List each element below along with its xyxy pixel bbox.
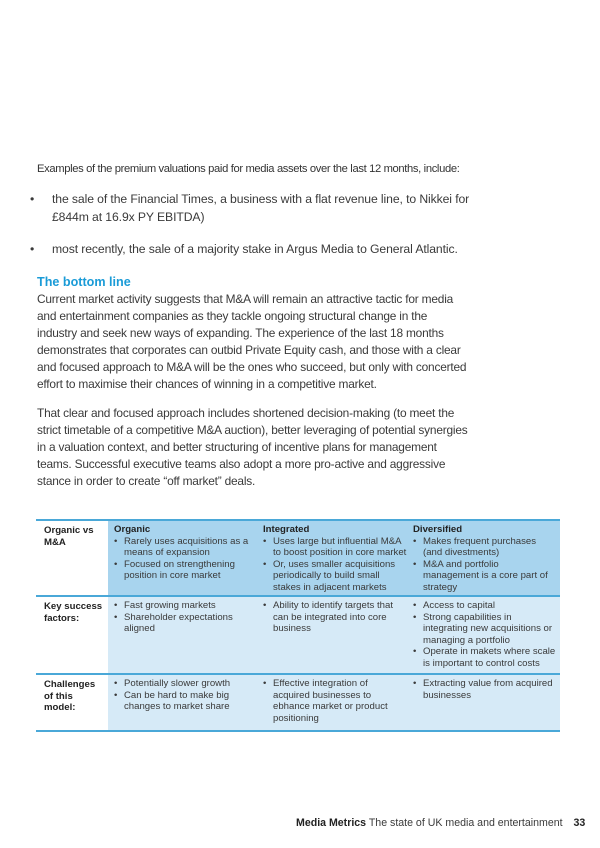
bullet-icon: • <box>413 558 417 570</box>
list-item <box>30 190 470 226</box>
bullet-icon: • <box>413 600 417 611</box>
table-row <box>36 675 560 732</box>
table-cell <box>108 600 257 669</box>
column-title: Organic <box>114 524 151 535</box>
list-item-text: the sale of the Financial Times, a business with a flat revenue line, to Nikkei for £844m at 16.9x PY EBITDA) <box>52 192 470 224</box>
cell-text: Operate in makets where scale is important to control costs <box>423 646 556 669</box>
row-label: Organic vs M&A <box>36 521 108 595</box>
bullet-icon: • <box>114 611 118 623</box>
bullet-icon: • <box>114 558 118 570</box>
publication-subtitle: The state of UK media and entertainment <box>368 817 563 829</box>
bullet-icon: • <box>263 558 267 570</box>
table-row <box>36 521 560 597</box>
cell-text: Or, uses smaller acquisitions periodically to build small stakes in adjacent markets <box>273 558 396 593</box>
comparison-table <box>36 519 560 732</box>
table-row <box>36 597 560 675</box>
list-item <box>114 690 257 713</box>
table-cell-organic <box>108 524 257 591</box>
cell-text: M&A and portfolio management is a core part of strategy <box>423 558 548 593</box>
bullet-icon: • <box>263 600 267 611</box>
bullet-icon: • <box>30 242 35 256</box>
table-cell <box>257 678 407 726</box>
intro-text: Examples of the premium valuations paid for media assets over the last 12 months, include: <box>37 163 460 175</box>
list-item <box>114 559 257 582</box>
bullet-icon: • <box>413 611 417 623</box>
cell-text: Access to capital <box>423 600 495 611</box>
list-item <box>413 612 556 647</box>
cell-text: Focused on strengthening position in core market <box>124 558 235 582</box>
bullet-icon: • <box>114 600 118 611</box>
list-item <box>114 536 257 559</box>
list-item <box>263 678 407 724</box>
list-item <box>114 678 257 690</box>
list-item <box>263 600 407 635</box>
list-item <box>263 559 407 594</box>
table-cell <box>257 600 407 669</box>
body-paragraph: Current market activity suggests that M&A will remain an attractive tactic for media and entertainment companies as they tackle ongoing structural change in the industry and seek new ways of expanding. The experience of the last 18 months demonstrates that corporates can outbid Private Equity cash, and those with a clear and focused approach to M&A will be the ones who succeed, but only with concerted effort to maximise their chances of winning in a competitive market. <box>37 292 467 392</box>
bullet-icon: • <box>413 535 417 547</box>
cell-text: Shareholder expectations aligned <box>124 611 233 635</box>
table-cell <box>407 600 560 669</box>
publication-title: Media Metrics <box>296 817 367 829</box>
body-paragraph: That clear and focused approach includes shortened decision-making (to meet the strict timetable of a competitive M&A auction), better leveraging of potential synergies in a valuation context, and better structuring of incentive plans for management teams. Successful executive teams also adopt a more pro-active and aggressive stance in order to create “off market” deals. <box>37 406 468 489</box>
page-footer <box>296 817 585 829</box>
table-cell-diversified <box>407 524 560 591</box>
list-item <box>413 600 556 612</box>
cell-text: Can be hard to make big changes to market share <box>124 689 230 713</box>
bullet-icon: • <box>413 646 417 658</box>
cell-text: Extracting value from acquired businesses <box>423 678 553 701</box>
bullet-icon: • <box>263 535 267 547</box>
bullet-icon: • <box>413 678 417 689</box>
table-cell <box>407 678 560 726</box>
list-item <box>114 600 257 612</box>
cell-text: Ability to identify targets that can be integrated into core business <box>273 600 393 635</box>
list-item <box>114 612 257 635</box>
bullet-icon: • <box>114 689 118 701</box>
list-item <box>30 240 470 258</box>
bullet-icon: • <box>114 678 118 689</box>
table-cell-integrated <box>257 524 407 591</box>
bullet-icon: • <box>30 192 35 206</box>
page-number: 33 <box>573 817 586 829</box>
row-label: Challenges of this model: <box>36 675 108 730</box>
cell-text: Makes frequent purchases (and divestments) <box>423 535 537 559</box>
list-item <box>413 678 556 701</box>
cell-text: Fast growing markets <box>124 600 216 611</box>
list-item <box>263 536 407 559</box>
bullet-icon: • <box>263 678 267 689</box>
section-heading: The bottom line <box>37 275 131 289</box>
bullet-icon: • <box>114 535 118 547</box>
column-title: Diversified <box>413 524 463 535</box>
list-item <box>413 559 556 594</box>
cell-text: Effective integration of acquired businesses to ebhance market or product positioning <box>273 678 388 724</box>
list-item <box>413 646 556 669</box>
cell-text: Potentially slower growth <box>124 678 231 689</box>
cell-text: Uses large but influential M&A to boost position in core market <box>273 535 407 559</box>
row-label: Key success factors: <box>36 597 108 673</box>
list-item <box>413 536 556 559</box>
column-title: Integrated <box>263 524 310 535</box>
table-cell <box>108 678 257 726</box>
cell-text: Rarely uses acquisitions as a means of expansion <box>124 535 249 559</box>
list-item-text: most recently, the sale of a majority stake in Argus Media to General Atlantic. <box>52 242 458 256</box>
examples-list <box>30 190 470 272</box>
cell-text: Strong capabilities in integrating new acquisitions or managing a portfolio <box>423 611 553 646</box>
